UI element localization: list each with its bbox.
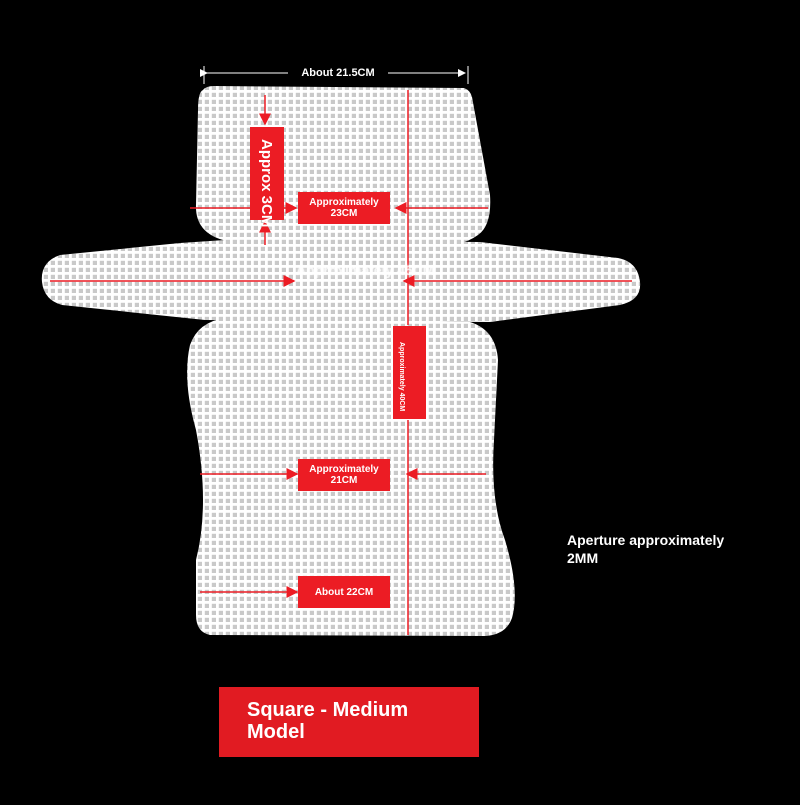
hem-width-label: About 22CM [314, 586, 374, 598]
top-width-label: About 21.5CM [290, 66, 386, 80]
aperture-note: Aperture approximately 2MM [567, 532, 725, 566]
collar-width-label: Approximately 23CM [309, 197, 379, 219]
model-badge [219, 687, 479, 757]
body-length-badge [393, 326, 426, 419]
hem-width-badge [298, 576, 390, 608]
body-length-label: Approximately 40CM [398, 342, 405, 412]
collar-height-label: Approx 3CM [258, 139, 275, 228]
sleeve-span-label: Approximately 45CM [296, 262, 435, 278]
collar-width-badge [298, 192, 390, 224]
waist-width-label: Approximately 21CM [309, 464, 379, 486]
waist-width-badge [298, 459, 390, 491]
collar-height-badge [250, 127, 284, 228]
model-label: Square - Medium Model [247, 699, 409, 743]
